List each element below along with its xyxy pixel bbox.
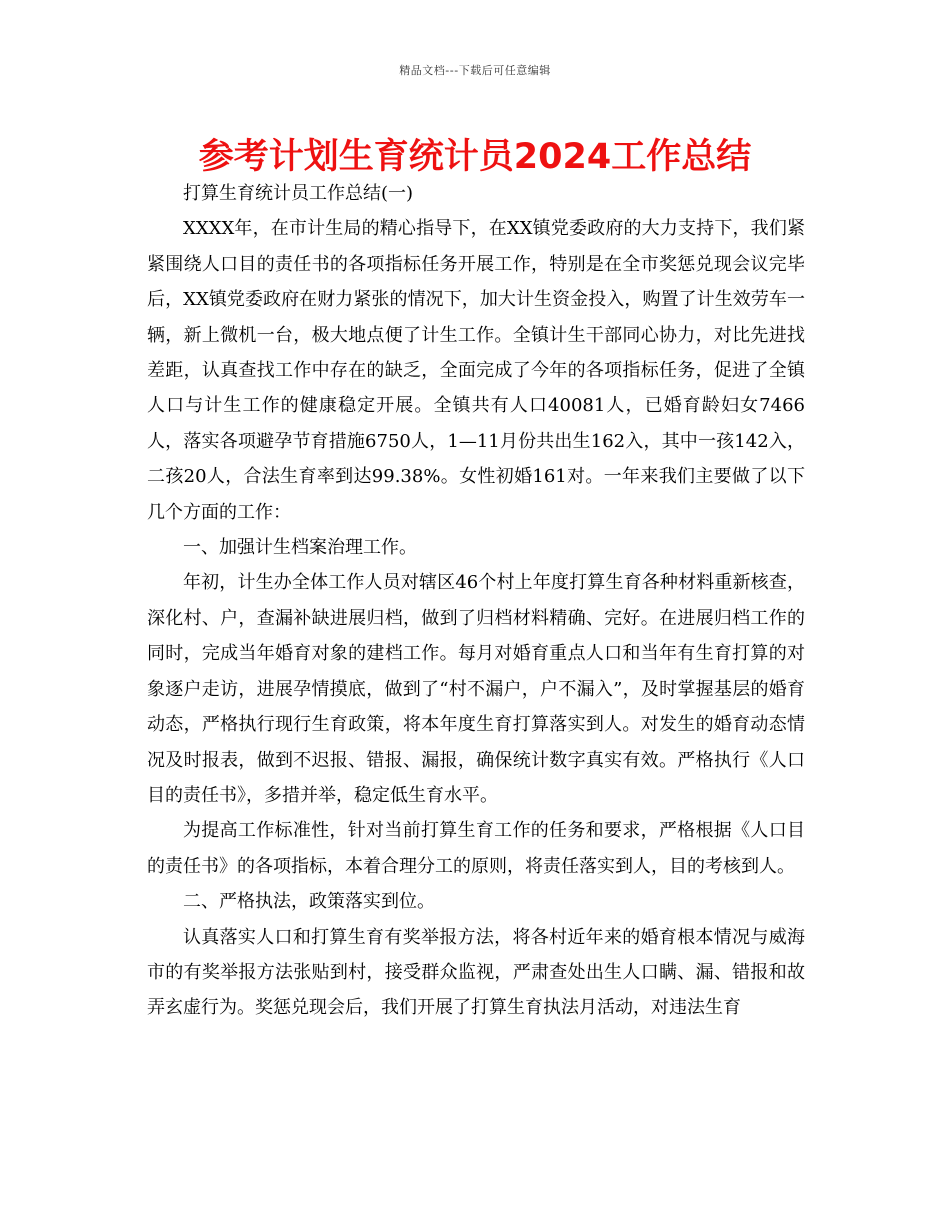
body-paragraph: 为提高工作标准性，针对当前打算生育工作的任务和要求，严格根据《人口目的责任书》的各项指标，本着合理分工的原则，将责任落实到人，目的考核到人。	[147, 820, 805, 877]
body-paragraph: 年初，计生办全体工作人员对辖区46个村上年度打算生育各种材料重新核查，深化村、户，查漏补缺进展归档，做到了归档材料精确、完好。在进展归档工作的同时，完成当年婚育对象的建档工作。每月对婚育重点人口和当年有生育打算的对象逐户走访，进展孕情摸底，做到了“村不漏户，户不漏入”，及时掌握基层的婚育动态，严格执行现行生育政策，将本年度生育打算落实到人。对发生的婚育动态情况及时报表，做到不迟报、错报、漏报，确保统计数字真实有效。严格执行《人口目的责任书》，多措并举，稳定低生育水平。	[147, 572, 805, 806]
body-paragraph: 认真落实人口和打算生育有奖举报方法，将各村近年来的婚育根本情况与威海市的有奖举报方法张贴到村，接受群众监视，严肃查处出生人口瞒、漏、错报和故弄玄虚行为。奖惩兑现会后，我们开展了打算生育执法月活动，对违法生育	[147, 926, 805, 1019]
section-heading: 一、加强计生档案治理工作。	[183, 537, 417, 559]
body-paragraph: XXXX年，在市计生局的精心指导下，在XX镇党委政府的大力支持下，我们紧紧围绕人口目的责任书的各项指标任务开展工作，特别是在全市奖惩兑现会议完毕后，XX镇党委政府在财力紧张的情况下，加大计生资金投入，购置了计生效劳车一辆，新上微机一台，极大地点便了计生工作。全镇计生干部同心协力，对比先进找差距，认真查找工作中存在的缺乏，全面完成了今年的各项指标任务，促进了全镇人口与计生工作的健康稳定开展。全镇共有人口40081人，已婚育龄妇女7466人，落实各项避孕节育措施6750人，1—11月份共出生162入，其中一孩142入，二孩20人，合法生育率到达99.38%。女性初婚161对。一年来我们主要做了以下几个方面的工作：	[147, 218, 806, 523]
section-heading: 二、严格执法，政策落实到位。	[183, 891, 435, 913]
document-body	[147, 176, 805, 1026]
page-header-note: 精品文档---下载后可任意编辑	[399, 64, 551, 77]
document-title: 参考计划生育统计员2024工作总结	[198, 137, 752, 177]
section-subtitle: 打算生育统计员工作总结(一)	[183, 183, 414, 204]
